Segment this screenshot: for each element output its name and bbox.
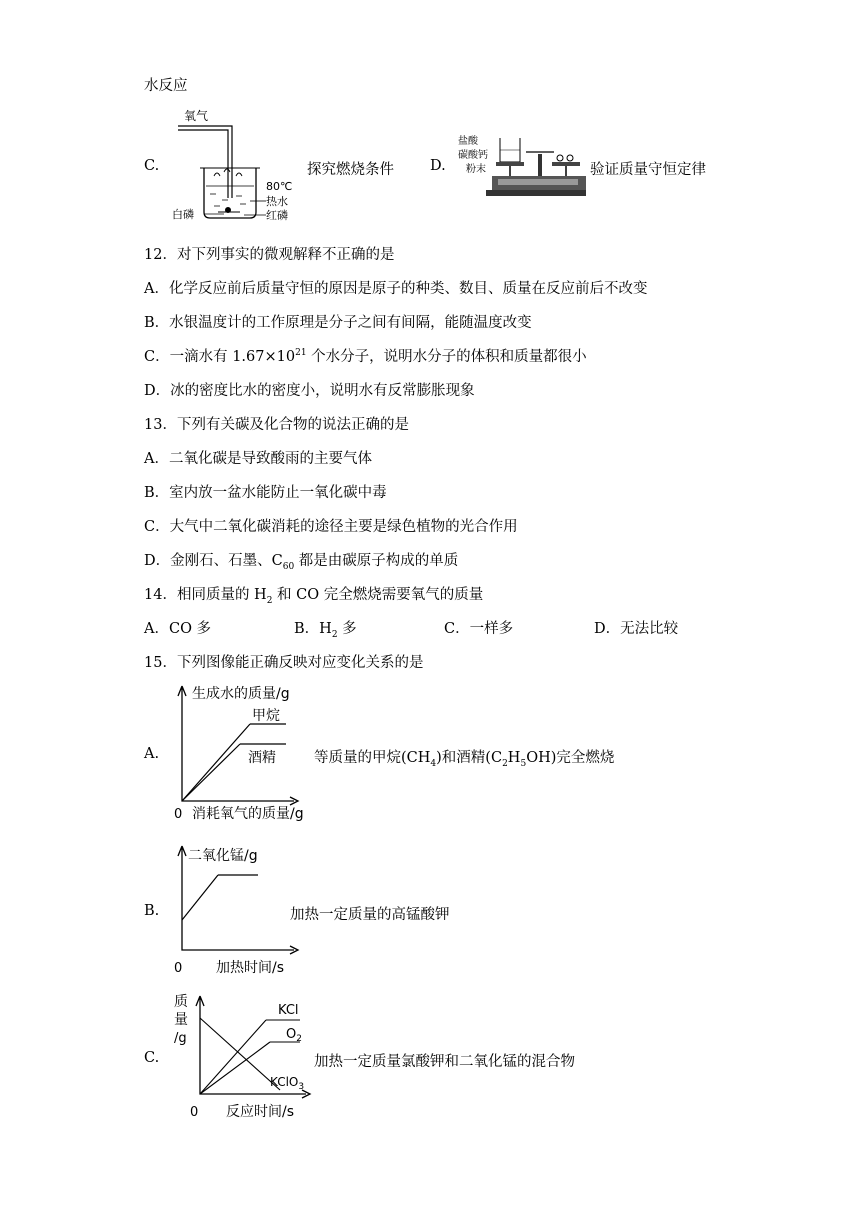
red-phosphorus-label: 红磷 — [266, 209, 288, 222]
graph-c-series-kclo3: KClO$_3$ — [270, 1075, 305, 1092]
q13-option-a: A．二氧化碳是导致酸雨的主要气体 — [144, 451, 372, 467]
q15-option-c-label: C. — [144, 1050, 160, 1066]
graph-c-ylabel-2: 量 — [174, 1012, 188, 1028]
q15-stem: 15．下列图像能正确反映对应变化关系的是 — [144, 655, 424, 671]
q12-option-c: C．一滴水有 $1.67\times 10^{21}$ 个水分子，说明水分子的体积和质量都很小 — [144, 348, 587, 365]
graph-c-line-kclo3 — [200, 1018, 280, 1090]
q13-option-c: C．大气中二氧化碳消耗的途径主要是绿色植物的光合作用 — [144, 519, 518, 535]
graph-b-origin: 0 — [174, 961, 183, 976]
option-d-label: D. — [430, 158, 446, 174]
graph-c-line-kcl — [200, 1020, 266, 1094]
graph-a — [170, 680, 320, 825]
q12-option-d: D．冰的密度比水的密度小，说明水有反常膨胀现象 — [144, 383, 475, 399]
q12-option-a: A．化学反应前后质量守恒的原因是原子的种类、数目、质量在反应前后不改变 — [144, 281, 648, 297]
combustion-experiment-figure — [170, 106, 300, 228]
graph-c-ylabel-3: /g — [174, 1031, 187, 1046]
white-phosphorus-label: 白磷 — [172, 208, 194, 221]
option-d-caption: 验证质量守恒定律 — [590, 162, 706, 178]
graph-b-line — [182, 875, 218, 920]
powder-label: 粉末 — [466, 164, 486, 175]
graph-a-series-methane: 甲烷 — [252, 708, 280, 724]
graph-a-line-methane — [182, 724, 250, 801]
graph-b-ylabel: 二氧化锰/g — [188, 848, 258, 864]
caco3-label: 碳酸钙 — [458, 150, 488, 161]
graph-b-xlabel: 加热时间/s — [216, 960, 285, 976]
q12-option-b: B．水银温度计的工作原理是分子之间有间隔，能随温度改变 — [144, 315, 532, 331]
option-c-caption: 探究燃烧条件 — [307, 162, 394, 178]
q15-option-b-description: 加热一定质量的高锰酸钾 — [290, 907, 450, 923]
graph-a-origin: 0 — [174, 807, 183, 822]
graph-a-xlabel: 消耗氧气的质量/g — [192, 806, 304, 822]
option-c-label: C. — [144, 158, 160, 174]
graph-c-origin: 0 — [190, 1105, 199, 1120]
q15-option-a-description: 等质量的甲烷$(CH_4)$和酒精$(C_2H_5OH)$完全燃烧 — [314, 750, 615, 769]
graph-a-ylabel: 生成水的质量/g — [192, 686, 290, 702]
graph-a-series-alcohol: 酒精 — [248, 750, 276, 766]
graph-c-xlabel: 反应时间/s — [226, 1104, 295, 1120]
question-continuation-text: 水反应 — [144, 78, 188, 94]
graph-c-series-kcl: KCl — [278, 1003, 299, 1018]
q14-option-b: B．$H_2$ 多 — [294, 621, 357, 640]
graph-a-line-alcohol — [182, 744, 240, 801]
hot-water-label: 热水 — [266, 195, 288, 208]
q15-option-c-description: 加热一定质量氯酸钾和二氧化锰的混合物 — [314, 1054, 575, 1070]
graph-c-series-o2: $O_2$ — [286, 1027, 302, 1044]
graph-c-ylabel-1: 质 — [174, 994, 188, 1010]
q14-stem: 14．相同质量的 $H_2$ 和 CO 完全燃烧需要氧气的质量 — [144, 587, 484, 606]
oxygen-label: 氧气 — [184, 109, 209, 123]
q15-option-b-label: B. — [144, 903, 160, 919]
q14-option-d: D．无法比较 — [594, 621, 679, 637]
q12-stem: 12．对下列事实的微观解释不正确的是 — [144, 247, 395, 263]
temperature-label: 80℃ — [266, 180, 293, 193]
q15-option-a-label: A. — [144, 746, 160, 762]
q13-option-b: B．室内放一盆水能防止一氧化碳中毒 — [144, 485, 387, 501]
hcl-label: 盐酸 — [458, 136, 478, 147]
q13-stem: 13．下列有关碳及化合物的说法正确的是 — [144, 417, 409, 433]
q14-option-c: C．一样多 — [444, 621, 514, 637]
balance-experiment-figure — [456, 132, 586, 204]
q14-option-a: A．CO 多 — [144, 621, 212, 637]
graph-c — [170, 990, 320, 1126]
q13-option-d: D．金刚石、石墨、$C_{60}$ 都是由碳原子构成的单质 — [144, 553, 459, 572]
